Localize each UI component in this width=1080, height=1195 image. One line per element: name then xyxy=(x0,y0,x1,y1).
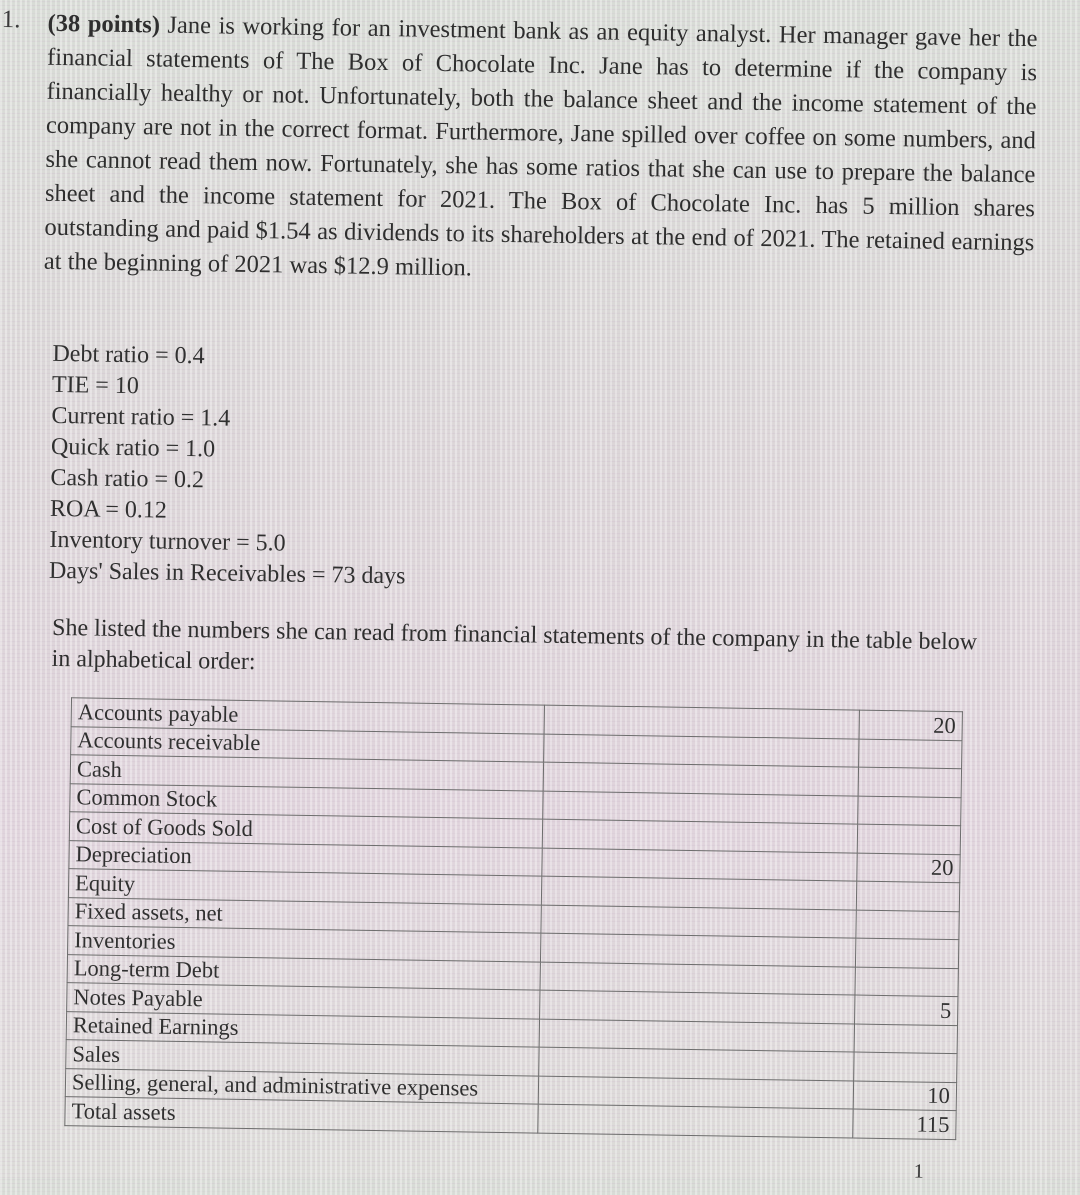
row-label: Cash xyxy=(70,755,543,791)
row-label: Total assets xyxy=(65,1097,538,1133)
question-number: 1. xyxy=(1,6,21,34)
row-label: Equity xyxy=(68,869,541,905)
ratio-inventory-turnover: Inventory turnover = 5.0 xyxy=(49,526,286,557)
row-value xyxy=(854,967,958,997)
ratio-quick: Quick ratio = 1.0 xyxy=(50,433,216,463)
row-value: 20 xyxy=(856,853,960,883)
ratio-debt: Debt ratio = 0.4 xyxy=(52,340,205,370)
row-label: Retained Earnings xyxy=(66,1011,539,1047)
ratio-days-sales-receivables: Days' Sales in Receivables = 73 days xyxy=(48,557,406,590)
row-label: Long-term Debt xyxy=(67,954,540,990)
row-label: Sales xyxy=(66,1040,539,1076)
question-text xyxy=(44,7,1038,295)
ratio-tie: TIE = 10 xyxy=(51,371,140,400)
row-value xyxy=(858,767,962,797)
row-value xyxy=(857,796,961,826)
row-value xyxy=(858,739,962,769)
question-points: (38 points) xyxy=(47,9,161,39)
row-label: Accounts receivable xyxy=(71,726,544,762)
row-label: Inventories xyxy=(68,926,541,962)
ratio-current: Current ratio = 1.4 xyxy=(51,402,231,432)
row-label: Depreciation xyxy=(69,840,542,876)
table-intro-text: She listed the numbers she can read from financial statements of the company in the table below in alphabetical order: xyxy=(51,614,978,676)
row-label: Accounts payable xyxy=(71,698,544,734)
row-label: Fixed assets, net xyxy=(68,897,541,933)
question-body: Jane is working for an investment bank as an equity analyst. Her manager gave her the financial statements of The Box of Chocolate Inc. Jane has to determine if the company is financially healthy or not. Unfortunately, both the balance sheet and the income statement of the company are not in the correct format. Furthermore, Jane spilled over coffee on some numbers, and she cannot read them now. Fortunately, she has some ratios that she can use to prepare the balance sheet and the income statement for 2021. The Box of Chocolate Inc. has 5 million shares outstanding and paid $1.54 as dividends to its shareholders at the end of 2021. The retained earnings at the beginning of 2021 was $12.9 million. xyxy=(43,11,1038,282)
row-label: Selling, general, and administrative expenses xyxy=(65,1068,538,1104)
ratio-cash: Cash ratio = 0.2 xyxy=(50,464,205,494)
row-value xyxy=(855,910,959,940)
page-number: 1 xyxy=(913,1160,924,1183)
ratio-list xyxy=(49,339,409,593)
row-value xyxy=(855,938,959,968)
row-label: Notes Payable xyxy=(67,983,540,1019)
row-value xyxy=(853,1052,957,1082)
row-label: Common Stock xyxy=(70,783,543,819)
row-value: 5 xyxy=(854,995,958,1025)
row-value: 115 xyxy=(852,1109,956,1139)
row-value xyxy=(856,881,960,911)
financial-items-table xyxy=(64,697,963,1139)
ratio-roa: ROA = 0.12 xyxy=(49,495,168,524)
row-value xyxy=(857,824,961,854)
row-label: Cost of Goods Sold xyxy=(69,812,542,848)
row-blank xyxy=(538,1104,853,1137)
row-value: 20 xyxy=(859,710,963,740)
row-value: 10 xyxy=(853,1081,957,1111)
row-value xyxy=(854,1024,958,1054)
